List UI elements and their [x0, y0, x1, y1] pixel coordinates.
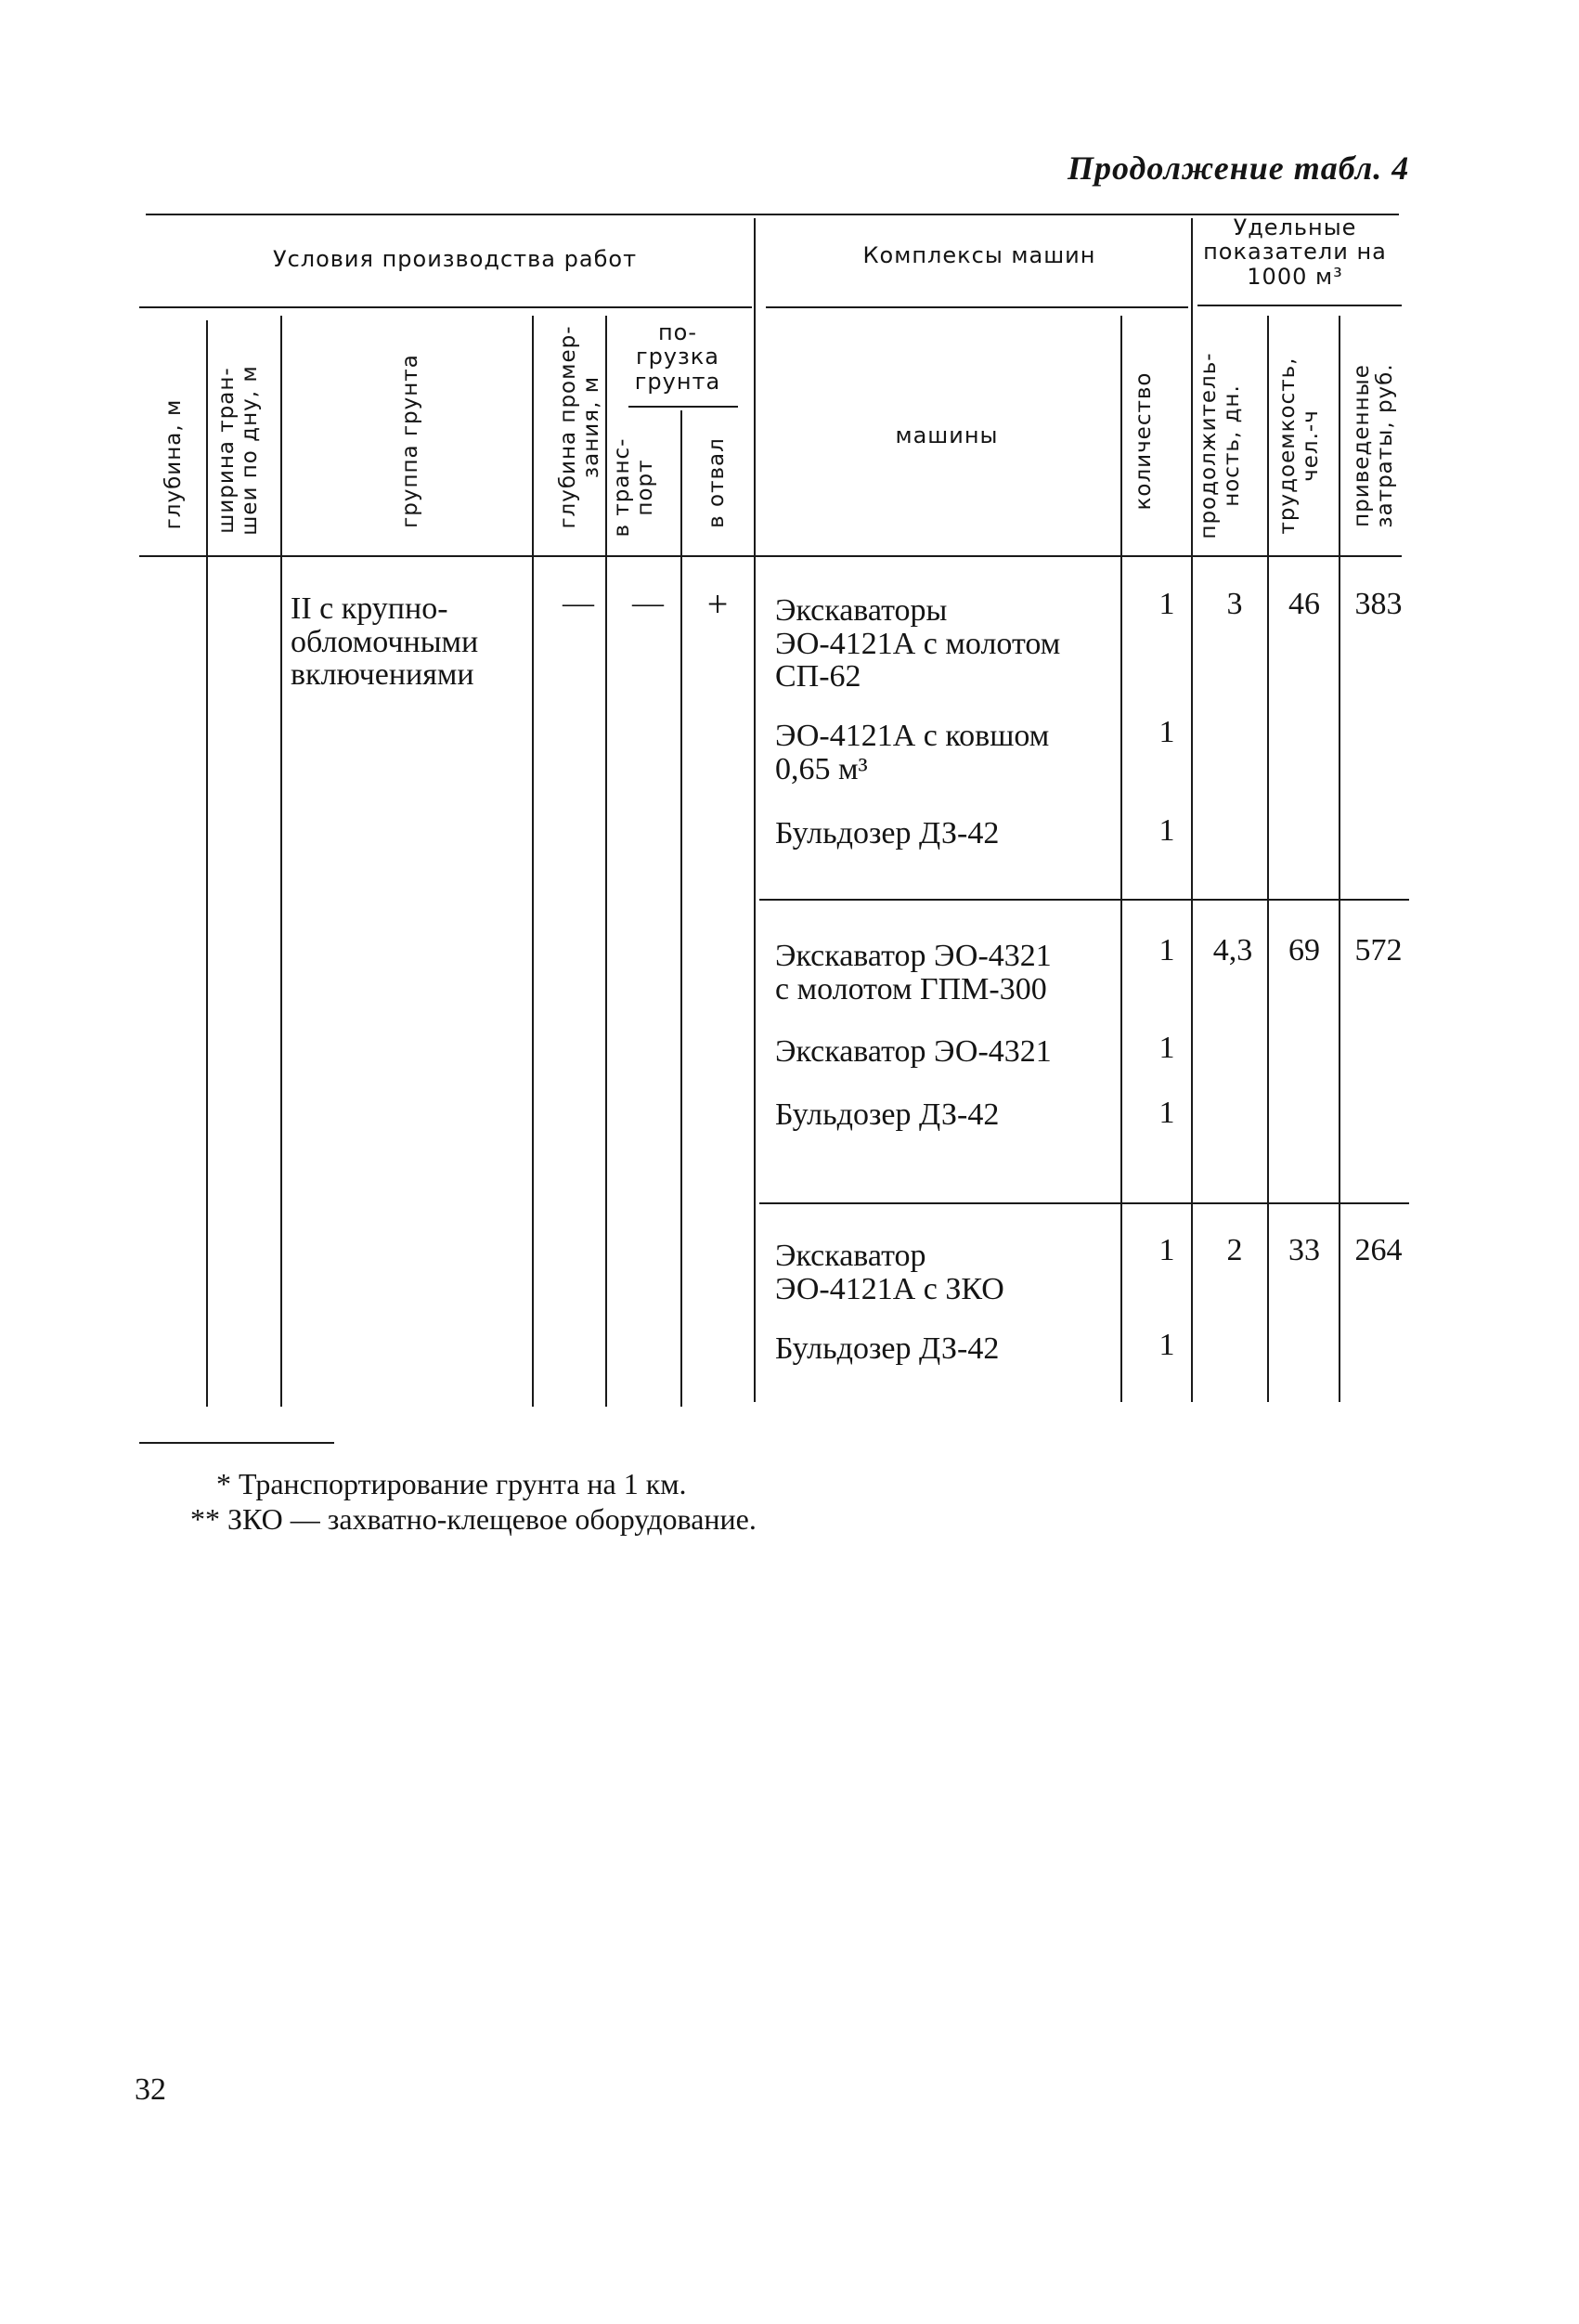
- machine-quantity: 1: [1158, 715, 1175, 749]
- freeze-depth-value: —: [563, 586, 594, 620]
- machine-quantity: 1: [1158, 1328, 1175, 1362]
- machine-name: ЭО-4121А с ковшом 0,65 м³: [775, 719, 1050, 786]
- machine-quantity: 1: [1158, 1233, 1175, 1267]
- divider-conditions-complexes: [754, 218, 756, 1402]
- machine-quantity: 1: [1158, 1031, 1175, 1065]
- page-number: 32: [135, 2072, 166, 2107]
- duration-value: 4,3: [1212, 933, 1253, 967]
- col-line-dump: [680, 410, 682, 1407]
- header-rule-complexes: [766, 306, 1188, 308]
- machine-quantity: 1: [1158, 933, 1175, 967]
- table-caption: Продолжение табл. 4: [1068, 149, 1410, 187]
- to-dump-value: +: [706, 583, 729, 625]
- labor-value: 46: [1288, 587, 1320, 621]
- header-complexes: Комплексы машин: [862, 242, 1096, 268]
- header-labor: трудоемкость, чел.-ч: [1275, 357, 1324, 535]
- machine-name: Экскаватор ЭО-4321 с молотом ГПМ-300: [775, 939, 1052, 1006]
- col-line-quantity: [1120, 316, 1122, 1402]
- costs-value: 572: [1354, 933, 1403, 967]
- machine-name: Бульдозер ДЗ-42: [775, 1331, 1000, 1366]
- machine-quantity: 1: [1158, 587, 1175, 621]
- col-line-freeze: [532, 316, 534, 1407]
- header-to-dump: в отвал: [705, 437, 729, 528]
- machine-quantity: 1: [1158, 813, 1175, 848]
- machine-name: Экскаваторы ЭО-4121А с молотом СП-62: [775, 593, 1061, 695]
- header-to-transport: в транс- порт: [610, 437, 658, 538]
- machine-name: Экскаватор ЭО-4321: [775, 1034, 1052, 1069]
- labor-value: 33: [1288, 1233, 1320, 1267]
- header-quantity: количество: [1132, 371, 1156, 511]
- col-line-costs: [1339, 316, 1340, 1402]
- header-soil-group: группа грунта: [398, 354, 422, 528]
- header-rule-conditions: [139, 306, 752, 308]
- header-machines: машины: [895, 422, 999, 448]
- col-line-group: [280, 316, 282, 1407]
- machine-name: Экскаватор ЭО-4121А с ЗКО: [775, 1239, 1004, 1306]
- divider-complexes-specific: [1191, 218, 1193, 1402]
- labor-value: 69: [1288, 933, 1320, 967]
- col-line-labor: [1267, 316, 1269, 1402]
- group-divider-1: [759, 899, 1409, 901]
- machine-name: Бульдозер ДЗ-42: [775, 816, 1000, 850]
- costs-value: 264: [1354, 1233, 1403, 1267]
- duration-value: 2: [1226, 1233, 1243, 1267]
- soil-group-value: II с крупно- обломочными включениями: [291, 591, 479, 693]
- header-loading: по- грузка грунта: [634, 319, 721, 395]
- header-width: ширина тран- шеи по дну, м: [214, 365, 263, 536]
- group-divider-2: [759, 1202, 1409, 1204]
- header-rule-specific: [1197, 305, 1402, 306]
- duration-value: 3: [1226, 587, 1243, 621]
- header-specific: Удельные показатели на 1000 м³: [1203, 214, 1387, 290]
- header-conditions: Условия производства работ: [272, 246, 638, 272]
- footnote-2: ** ЗКО — захватно-клещевое оборудование.: [190, 1502, 757, 1536]
- header-rule-loading: [628, 406, 738, 408]
- footnote-rule: [139, 1442, 334, 1444]
- to-transport-value: —: [632, 586, 664, 620]
- machine-quantity: 1: [1158, 1096, 1175, 1130]
- header-duration: продолжитель- ность, дн.: [1197, 352, 1245, 539]
- header-freeze-depth: глубина промер- зания, м: [556, 325, 604, 529]
- machine-name: Бульдозер ДЗ-42: [775, 1097, 1000, 1132]
- header-depth: глубина, м: [162, 398, 186, 530]
- header-costs: приведенные затраты, руб.: [1350, 363, 1398, 528]
- footnote-1: * Транспортирование грунта на 1 км.: [216, 1467, 687, 1500]
- costs-value: 383: [1354, 587, 1403, 621]
